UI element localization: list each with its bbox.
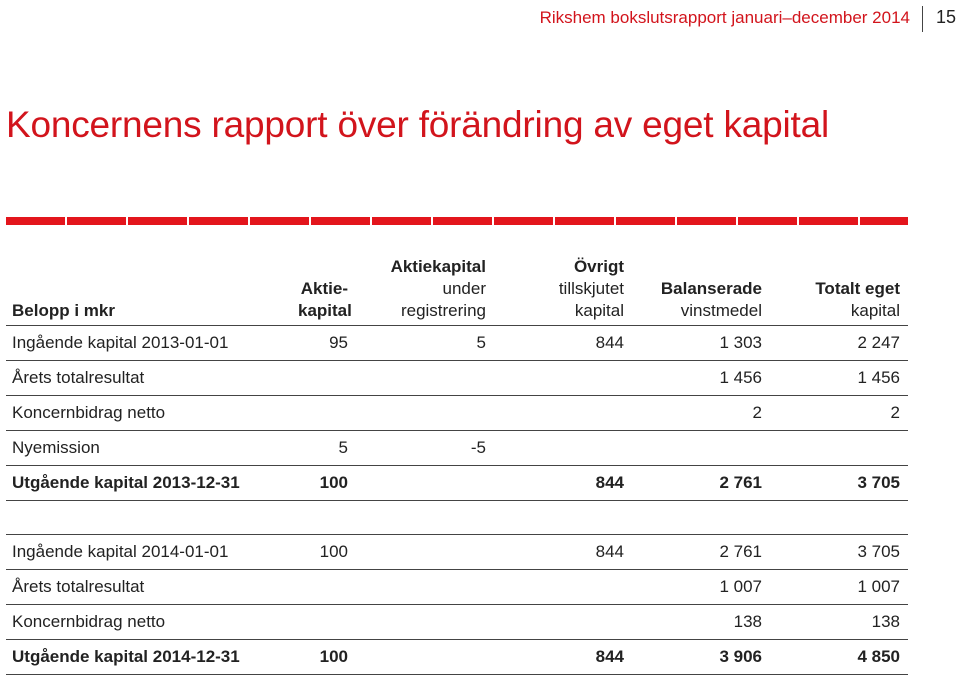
- row-label: Nyemission: [6, 431, 292, 466]
- table-row: [6, 570, 908, 605]
- table-header-row: [6, 256, 908, 326]
- column-header-share-capital-registration: Aktiekapital under registrering: [356, 256, 494, 326]
- row-label: Ingående kapital 2013-01-01: [6, 326, 292, 361]
- table-cell: 138: [770, 605, 908, 640]
- row-label: Utgående kapital 2013-12-31: [6, 466, 292, 501]
- table-cell: [292, 605, 356, 640]
- table-cell: 2: [770, 396, 908, 431]
- table-cell: [356, 361, 494, 396]
- table-row: [6, 326, 908, 361]
- table-cell: [356, 466, 494, 501]
- table-cell: [494, 396, 632, 431]
- table-row: [6, 535, 908, 570]
- page-number: 15: [936, 7, 957, 27]
- table-cell: 2 247: [770, 326, 908, 361]
- red-rule: [6, 217, 908, 225]
- table-spacer-row: [6, 501, 908, 535]
- column-header-share-capital: Aktie- kapital: [292, 256, 356, 326]
- report-title: Rikshem bokslutsrapport januari–december 2014: [539, 8, 910, 27]
- table-cell: 844: [494, 535, 632, 570]
- column-header-total-equity: Totalt eget kapital: [770, 256, 908, 326]
- table-cell: [356, 605, 494, 640]
- header-divider: [922, 6, 923, 32]
- table-cell: [494, 570, 632, 605]
- table-cell: 2 761: [632, 466, 770, 501]
- column-header-other-contributed-capital: Övrigt tillskjutet kapital: [494, 256, 632, 326]
- running-header: [0, 6, 960, 30]
- table-row-total: [6, 466, 908, 501]
- row-label: Ingående kapital 2014-01-01: [6, 535, 292, 570]
- table-row: [6, 396, 908, 431]
- row-label: Årets totalresultat: [6, 570, 292, 605]
- table-cell: [356, 640, 494, 675]
- table-cell: 5: [356, 326, 494, 361]
- row-label: Koncernbidrag netto: [6, 396, 292, 431]
- row-label: Utgående kapital 2014-12-31: [6, 640, 292, 675]
- table-cell: [292, 361, 356, 396]
- table-cell: 2: [632, 396, 770, 431]
- table-cell: 1 456: [770, 361, 908, 396]
- table-cell: 1 007: [770, 570, 908, 605]
- row-label: Årets totalresultat: [6, 361, 292, 396]
- table-cell: [494, 361, 632, 396]
- table-cell: [356, 535, 494, 570]
- table-cell: 1 007: [632, 570, 770, 605]
- table-cell: 2 761: [632, 535, 770, 570]
- row-label: Koncernbidrag netto: [6, 605, 292, 640]
- table-cell: [494, 605, 632, 640]
- table-row: [6, 361, 908, 396]
- table-cell: 1 303: [632, 326, 770, 361]
- table-cell: 100: [292, 535, 356, 570]
- equity-table: [6, 256, 908, 675]
- table-cell: 3 705: [770, 535, 908, 570]
- table-cell: [356, 396, 494, 431]
- table-cell: [356, 570, 494, 605]
- table-cell: 3 906: [632, 640, 770, 675]
- table-cell: 844: [494, 326, 632, 361]
- column-header-retained-earnings: Balanserade vinstmedel: [632, 256, 770, 326]
- table-row: [6, 431, 908, 466]
- table-cell: 844: [494, 466, 632, 501]
- table-cell: [494, 431, 632, 466]
- table-cell: [292, 570, 356, 605]
- table-cell: [632, 431, 770, 466]
- table-cell: 100: [292, 466, 356, 501]
- table-row: [6, 605, 908, 640]
- table-cell: 100: [292, 640, 356, 675]
- table-cell: 1 456: [632, 361, 770, 396]
- table-cell: -5: [356, 431, 494, 466]
- table-cell: 138: [632, 605, 770, 640]
- table-cell: 5: [292, 431, 356, 466]
- table-cell: 3 705: [770, 466, 908, 501]
- table-cell: [770, 431, 908, 466]
- table-cell: 844: [494, 640, 632, 675]
- page-title: Koncernens rapport över förändring av eget kapital: [6, 104, 830, 145]
- table-row-total: [6, 640, 908, 675]
- column-header-amount: Belopp i mkr: [6, 256, 292, 326]
- table-cell: 95: [292, 326, 356, 361]
- table-cell: [292, 396, 356, 431]
- table-cell: 4 850: [770, 640, 908, 675]
